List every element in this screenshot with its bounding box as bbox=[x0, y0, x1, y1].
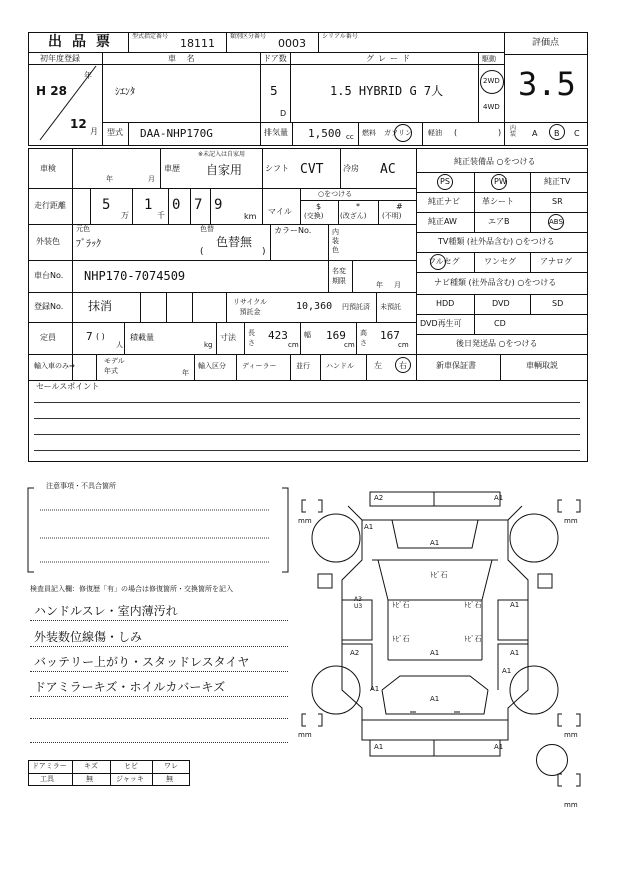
mile-label: マイル bbox=[268, 207, 292, 216]
later-warranty: 新車保証書 bbox=[436, 361, 476, 370]
mark-front-door-right: A1 bbox=[510, 601, 520, 609]
length-label: 長さ bbox=[248, 329, 255, 347]
note-line-3: バッテリー上がり・スタッドレスタイヤ bbox=[34, 655, 250, 669]
mileage-digit-4: 7 bbox=[194, 197, 203, 213]
navi-sd: SD bbox=[552, 299, 564, 308]
spare-mm: mm bbox=[564, 801, 578, 809]
model-year-unit: 年 bbox=[182, 369, 189, 377]
displacement-label: 排気量 bbox=[264, 128, 288, 137]
recycle-unit: 円預託済 bbox=[342, 303, 370, 311]
note-line-1: ハンドルスレ・室内薄汚れ bbox=[34, 604, 178, 618]
mark-hood: A1 bbox=[430, 539, 440, 547]
equip-navi: 純正ナビ bbox=[428, 197, 460, 206]
form-no-label: 型式指定番号 bbox=[132, 33, 169, 40]
fuel-label: 燃料 bbox=[362, 129, 376, 137]
grade-label: グレード bbox=[366, 54, 414, 63]
form-no: 18111 bbox=[180, 37, 215, 50]
recycle-value: 10,360 bbox=[296, 301, 333, 312]
height-unit: cm bbox=[398, 341, 409, 349]
color-label: 外装色 bbox=[36, 237, 60, 246]
first-reg-era: H 28 bbox=[36, 84, 67, 98]
import-label: 輸入車のみ⇒ bbox=[34, 362, 75, 370]
ac-value: AC bbox=[380, 162, 396, 177]
equip-pw: PW bbox=[494, 177, 507, 186]
later-manual: 車輌取説 bbox=[526, 361, 558, 370]
reg-label: 登録No. bbox=[34, 302, 64, 311]
dimension-label: 寸法 bbox=[220, 333, 236, 342]
mark-front-window-left: ﾄﾋﾞ石 bbox=[392, 601, 410, 609]
tv-oneseg: ワンセグ bbox=[484, 257, 516, 266]
mileage-digit-3: 0 bbox=[172, 197, 181, 213]
mileage-label: 走行距離 bbox=[34, 201, 66, 210]
navi-type-label: ナビ種類 (社外品含む) ○をつける bbox=[434, 278, 557, 287]
mark-front-fender-left: A1 bbox=[364, 523, 374, 531]
model-year-label: モデル年式 bbox=[104, 357, 125, 375]
colorno-label: カラーNo. bbox=[274, 226, 312, 235]
serial-label: シリアル番号 bbox=[322, 33, 358, 40]
dealer: ディーラー bbox=[242, 362, 277, 370]
interior-label: 内装 bbox=[510, 125, 517, 138]
sen-unit: 千 bbox=[157, 211, 165, 220]
mark-front-bumper-left: A2 bbox=[374, 494, 384, 502]
inspection-month: 月 bbox=[148, 175, 155, 183]
class-no: 0003 bbox=[278, 37, 306, 50]
name-change-month: 月 bbox=[394, 281, 401, 289]
vehicle-name: ｼｴﾝﾀ bbox=[115, 87, 135, 98]
tire-mm-bl: mm bbox=[298, 731, 312, 739]
mini-cell-r1c2: キズ bbox=[84, 762, 98, 770]
first-reg-month: 12 bbox=[70, 117, 87, 131]
unknown-mark: # bbox=[396, 202, 403, 211]
mini-cell-r1c1: ドアミラー bbox=[32, 762, 67, 770]
mark-back-door: A1 bbox=[430, 695, 440, 703]
color-change: 色替無 bbox=[216, 235, 253, 249]
drive-4wd: 4WD bbox=[483, 103, 500, 111]
kg-unit: kg bbox=[204, 341, 213, 349]
mini-cell-r2c3: ジャッキ bbox=[116, 775, 144, 783]
navi-dvd-play: DVD再生可 bbox=[420, 319, 462, 328]
equip-airbag: エアB bbox=[488, 217, 510, 226]
mini-cell-r2c4: 無 bbox=[166, 775, 173, 783]
interior-b: B bbox=[554, 129, 560, 138]
month-unit: 月 bbox=[90, 127, 98, 136]
mark-rear-fender-left: A1 bbox=[370, 685, 380, 693]
recycle-not: 未預託 bbox=[380, 303, 401, 311]
capacity-unit: 人 bbox=[116, 341, 123, 349]
mark-rear-door-left: A2 bbox=[350, 649, 360, 657]
name-label: 車 名 bbox=[168, 54, 199, 63]
door-type: D bbox=[280, 109, 287, 118]
mini-cell-r1c4: ワレ bbox=[164, 762, 178, 770]
tire-mm-tl: mm bbox=[298, 517, 312, 525]
parallel: 並行 bbox=[296, 362, 310, 370]
later-label: 後日発送品 ○をつける bbox=[456, 339, 538, 348]
inspector-label: 検査員記入欄：修復歴「有」の場合は修復箇所・交換箇所を記入 bbox=[30, 585, 233, 593]
recycle-label: リサイクル預託金 bbox=[232, 298, 268, 316]
drive-label: 駆動 bbox=[482, 55, 496, 63]
interior-color-label: 内装色 bbox=[332, 228, 339, 254]
drive-2wd: 2WD bbox=[483, 77, 500, 85]
mark-rear-bumper-left: A1 bbox=[374, 743, 384, 751]
history-value: 自家用 bbox=[206, 163, 243, 177]
width: 169 bbox=[326, 329, 346, 342]
equip-ps: PS bbox=[440, 177, 450, 186]
note-line-4: ドアミラーキズ・ホイルカバーキズ bbox=[34, 680, 226, 694]
mark-rear-window-left: ﾄﾋﾞ石 bbox=[392, 635, 410, 643]
mark-front-door-left: A3 U3 bbox=[354, 596, 363, 610]
navi-cd: CD bbox=[494, 319, 506, 328]
name-change-year: 年 bbox=[376, 281, 383, 289]
notes-label: 注意事項・不具合箇所 bbox=[46, 482, 116, 490]
exchanged-mark: $ bbox=[316, 202, 322, 211]
chassis-no: NHP170-7074509 bbox=[84, 269, 186, 283]
diesel-paren: ( bbox=[454, 128, 458, 137]
unknown-label: (不明) bbox=[382, 212, 402, 220]
displacement: 1,500 bbox=[308, 127, 342, 140]
tampered-mark: * bbox=[356, 202, 360, 211]
sales-point-label: セールスポイント bbox=[36, 382, 100, 391]
equip-sr: SR bbox=[552, 197, 563, 206]
width-label: 幅 bbox=[304, 331, 311, 339]
mark-windshield: ﾄﾋﾞ石 bbox=[430, 571, 448, 579]
mark-note: ○をつける bbox=[318, 190, 353, 198]
history-label: 車歴 bbox=[164, 164, 180, 173]
note-line-2: 外装数位線傷・しみ bbox=[34, 630, 143, 644]
handle-right: 右 bbox=[399, 361, 407, 370]
tv-type-label: TV種類 (社外品含む) ○をつける bbox=[438, 237, 555, 246]
mini-cell-r1c3: ヒビ bbox=[124, 762, 138, 770]
capacity-paren: ( ) bbox=[96, 332, 105, 341]
height-label: 高さ bbox=[360, 329, 367, 347]
mini-cell-r2c2: 無 bbox=[86, 775, 93, 783]
mini-cell-r2c1: 工具 bbox=[40, 775, 54, 783]
tampered-label: (改ざん) bbox=[340, 212, 367, 220]
tv-analog: アナログ bbox=[540, 257, 572, 266]
mileage-digit-5: 9 bbox=[214, 197, 223, 213]
class-no-label: 類別区分番号 bbox=[230, 33, 267, 40]
reg-value: 抹消 bbox=[88, 299, 113, 313]
km-unit: km bbox=[244, 212, 257, 221]
first-reg-label: 初年度登録 bbox=[40, 54, 80, 63]
length-unit: cm bbox=[288, 341, 299, 349]
mark-rear-window-right: ﾄﾋﾞ石 bbox=[464, 635, 482, 643]
score-value: 3.5 bbox=[518, 65, 576, 103]
man-unit: 万 bbox=[121, 211, 129, 220]
inspection-label: 車検 bbox=[40, 164, 56, 173]
model: DAA-NHP170G bbox=[140, 127, 213, 140]
spare-tire bbox=[536, 744, 568, 776]
tv-fullseg: フルセグ bbox=[428, 257, 460, 266]
color-paren-open: ( bbox=[200, 247, 204, 257]
tire-mm-br: mm bbox=[564, 731, 578, 739]
genuine-label: 純正装備品 ○をつける bbox=[454, 157, 536, 166]
mark-roof: A1 bbox=[430, 649, 440, 657]
doors-count: 5 bbox=[270, 84, 278, 98]
capacity: 7 bbox=[86, 330, 93, 343]
shift-label: シフト bbox=[265, 164, 289, 173]
ac-label: 冷房 bbox=[343, 164, 359, 173]
equip-leather: 革シート bbox=[482, 197, 514, 206]
mark-front-window-right: ﾄﾋﾞ石 bbox=[464, 601, 482, 609]
shift-value: CVT bbox=[300, 162, 324, 177]
tire-mm-tr: mm bbox=[564, 517, 578, 525]
year-unit: 年 bbox=[84, 71, 92, 80]
model-label: 型式 bbox=[107, 128, 123, 137]
interior-a: A bbox=[532, 129, 538, 138]
handle-left: 左 bbox=[374, 361, 382, 370]
score-label: 評価点 bbox=[532, 38, 560, 48]
mark-rear-bumper-right: A1 bbox=[494, 743, 504, 751]
mark-rear-fender-right: A1 bbox=[502, 667, 512, 675]
equip-tv: 純正TV bbox=[544, 177, 571, 186]
grade: 1.5 HYBRID G 7人 bbox=[330, 84, 444, 98]
interior-c: C bbox=[574, 129, 580, 138]
cc-unit: cc bbox=[346, 133, 354, 141]
load-label: 積載量 bbox=[130, 333, 154, 342]
mark-rear-door-right: A1 bbox=[510, 649, 520, 657]
import-type-label: 輸入区分 bbox=[198, 362, 226, 370]
width-unit: cm bbox=[344, 341, 355, 349]
capacity-label: 定員 bbox=[40, 333, 56, 342]
form-title: 出品票 bbox=[48, 34, 120, 50]
height: 167 bbox=[380, 329, 400, 342]
navi-hdd: HDD bbox=[436, 299, 455, 308]
length: 423 bbox=[268, 329, 288, 342]
mileage-digit-2: 1 bbox=[144, 197, 153, 213]
exchanged-label: (交換) bbox=[304, 212, 324, 220]
orig-color: ﾌﾞﾗｯｸ bbox=[76, 239, 101, 250]
mark-front-bumper-right: A1 bbox=[494, 494, 504, 502]
fuel-gasoline: ガソリン bbox=[384, 129, 412, 137]
orig-color-label: 元色 bbox=[76, 225, 90, 233]
color-change-label: 色替 bbox=[200, 225, 214, 233]
diesel-label: 軽油 bbox=[428, 129, 442, 137]
equip-abs: ABS bbox=[549, 218, 563, 226]
chassis-label: 車台No. bbox=[34, 271, 64, 280]
inspection-year: 年 bbox=[106, 175, 113, 183]
mileage-digit-1: 5 bbox=[102, 197, 111, 213]
history-note: ※未記入は自家用 bbox=[198, 151, 246, 158]
navi-dvd: DVD bbox=[492, 299, 510, 308]
doors-label: ドア数 bbox=[263, 54, 287, 63]
diesel-paren-close: ) bbox=[498, 128, 502, 137]
equip-aw: 純正AW bbox=[428, 217, 457, 226]
handle-label: ハンドル bbox=[326, 362, 354, 370]
color-paren-close: ) bbox=[262, 247, 266, 257]
name-change-label: 名変期限 bbox=[332, 267, 346, 285]
